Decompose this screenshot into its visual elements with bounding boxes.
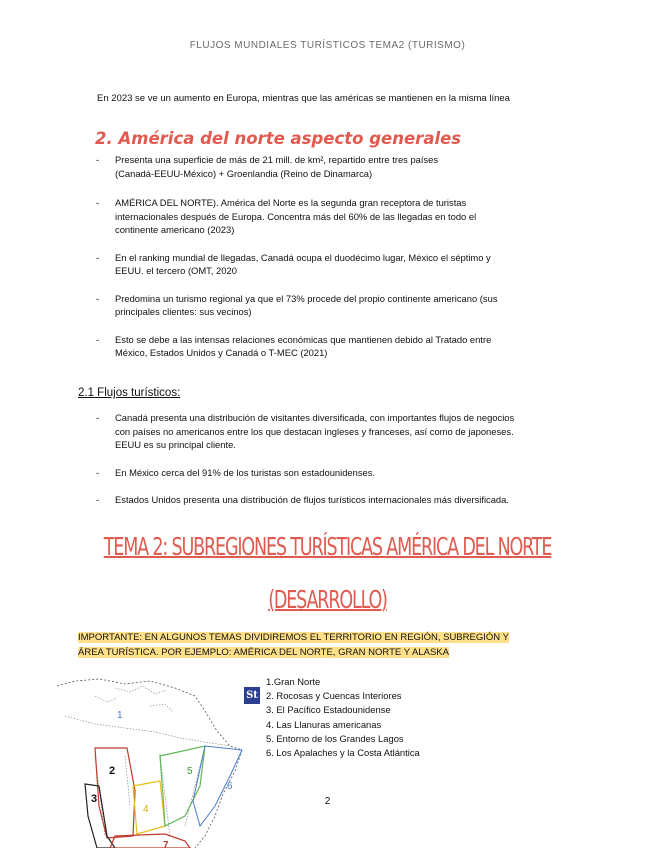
list-item: - Canadá presenta una distribución de visitantes diversificada, con importantes flujos de negocios con países no americanos entre los que destacan ingleses y franceses, así como de japoneses. EEUU es su principal cliente. (96, 411, 578, 452)
list-item: - AMÉRICA DEL NORTE). América del Norte es la segunda gran receptora de turistas internacionales después de Europa. Concentra más del 60% de las llegadas en todo el continente americano (2023) (96, 196, 556, 237)
tema-title-line2: (DESARROLLO) (268, 585, 387, 614)
regions-list (266, 675, 420, 760)
list-item: 6. Los Apalaches y la Costa Atlántica (266, 747, 420, 759)
map-label-7: 7 (163, 840, 169, 848)
list-item: 4. Las Llanuras americanas (266, 718, 382, 730)
list-item: 1.Gran Norte (266, 676, 321, 687)
map-label-5: 5 (187, 766, 193, 777)
map-label-2: 2 (109, 765, 116, 777)
list-item: 3. El Pacífico Estadounidense (266, 704, 391, 716)
tourist-flows-list (96, 411, 578, 521)
general-aspects-list (96, 153, 556, 374)
important-note (78, 631, 578, 660)
tema-title-line1: TEMA 2: SUBREGIONES TURÍSTICAS AMÉRICA DEL NORTE (103, 532, 552, 561)
subsection-title-flujos: 2.1 Flujos turísticos: (78, 387, 181, 399)
list-item: 2. Rocosas y Cuencas Interiores (266, 690, 402, 702)
map-label-4: 4 (143, 804, 149, 815)
page-number: 2 (324, 796, 331, 807)
list-item: - Esto se debe a las intensas relaciones económicas que mantienen debido al Tratado entre México, Estados Unidos y Canadá o T-MEC (2021) (96, 333, 556, 360)
section-title-america-norte: 2. América del norte aspecto generales (95, 129, 462, 148)
regions-map (55, 676, 245, 848)
list-item: - Presenta una superficie de más de 21 mill. de km², repartido entre tres países (Canadá-EEUU-México) + Groenlandia (Reino de Dinamarca) (96, 153, 556, 180)
page-header: FLUJOS MUNDIALES TURÍSTICOS TEMA2 (TURISMO) (189, 40, 466, 51)
list-item: - En México cerca del 91% de los turistas son estadounidenses. (96, 466, 578, 480)
list-item: - Estados Unidos presenta una distribución de flujos turísticos internacionales más diversificada. (96, 493, 578, 507)
su-logo-badge: St (244, 687, 260, 704)
map-label-3: 3 (91, 793, 98, 805)
important-line2: ÁREA TURÍSTICA. POR EJEMPLO: AMÉRICA DEL NORTE, GRAN NORTE Y ALASKA (78, 646, 449, 658)
list-item: 5. Entorno de los Grandes Lagos (266, 732, 404, 744)
map-label-1: 1 (117, 710, 123, 721)
list-item: - Predomina un turismo regional ya que el 73% procede del propio continente americano (sus principales clientes: sus vecinos) (96, 292, 556, 319)
intro-text: En 2023 se ve un aumento en Europa, mientras que las américas se mantienen en la misma línea (97, 93, 510, 104)
important-line1: IMPORTANTE: EN ALGUNOS TEMAS DIVIDIREMOS EL TERRITORIO EN REGIÓN, SUBREGIÓN Y (78, 632, 509, 643)
map-label-6: 6 (227, 781, 233, 792)
list-item: - En el ranking mundial de llegadas, Canadá ocupa el duodécimo lugar, México el séptimo y EEUU. el tercero (OMT, 2020 (96, 251, 556, 278)
